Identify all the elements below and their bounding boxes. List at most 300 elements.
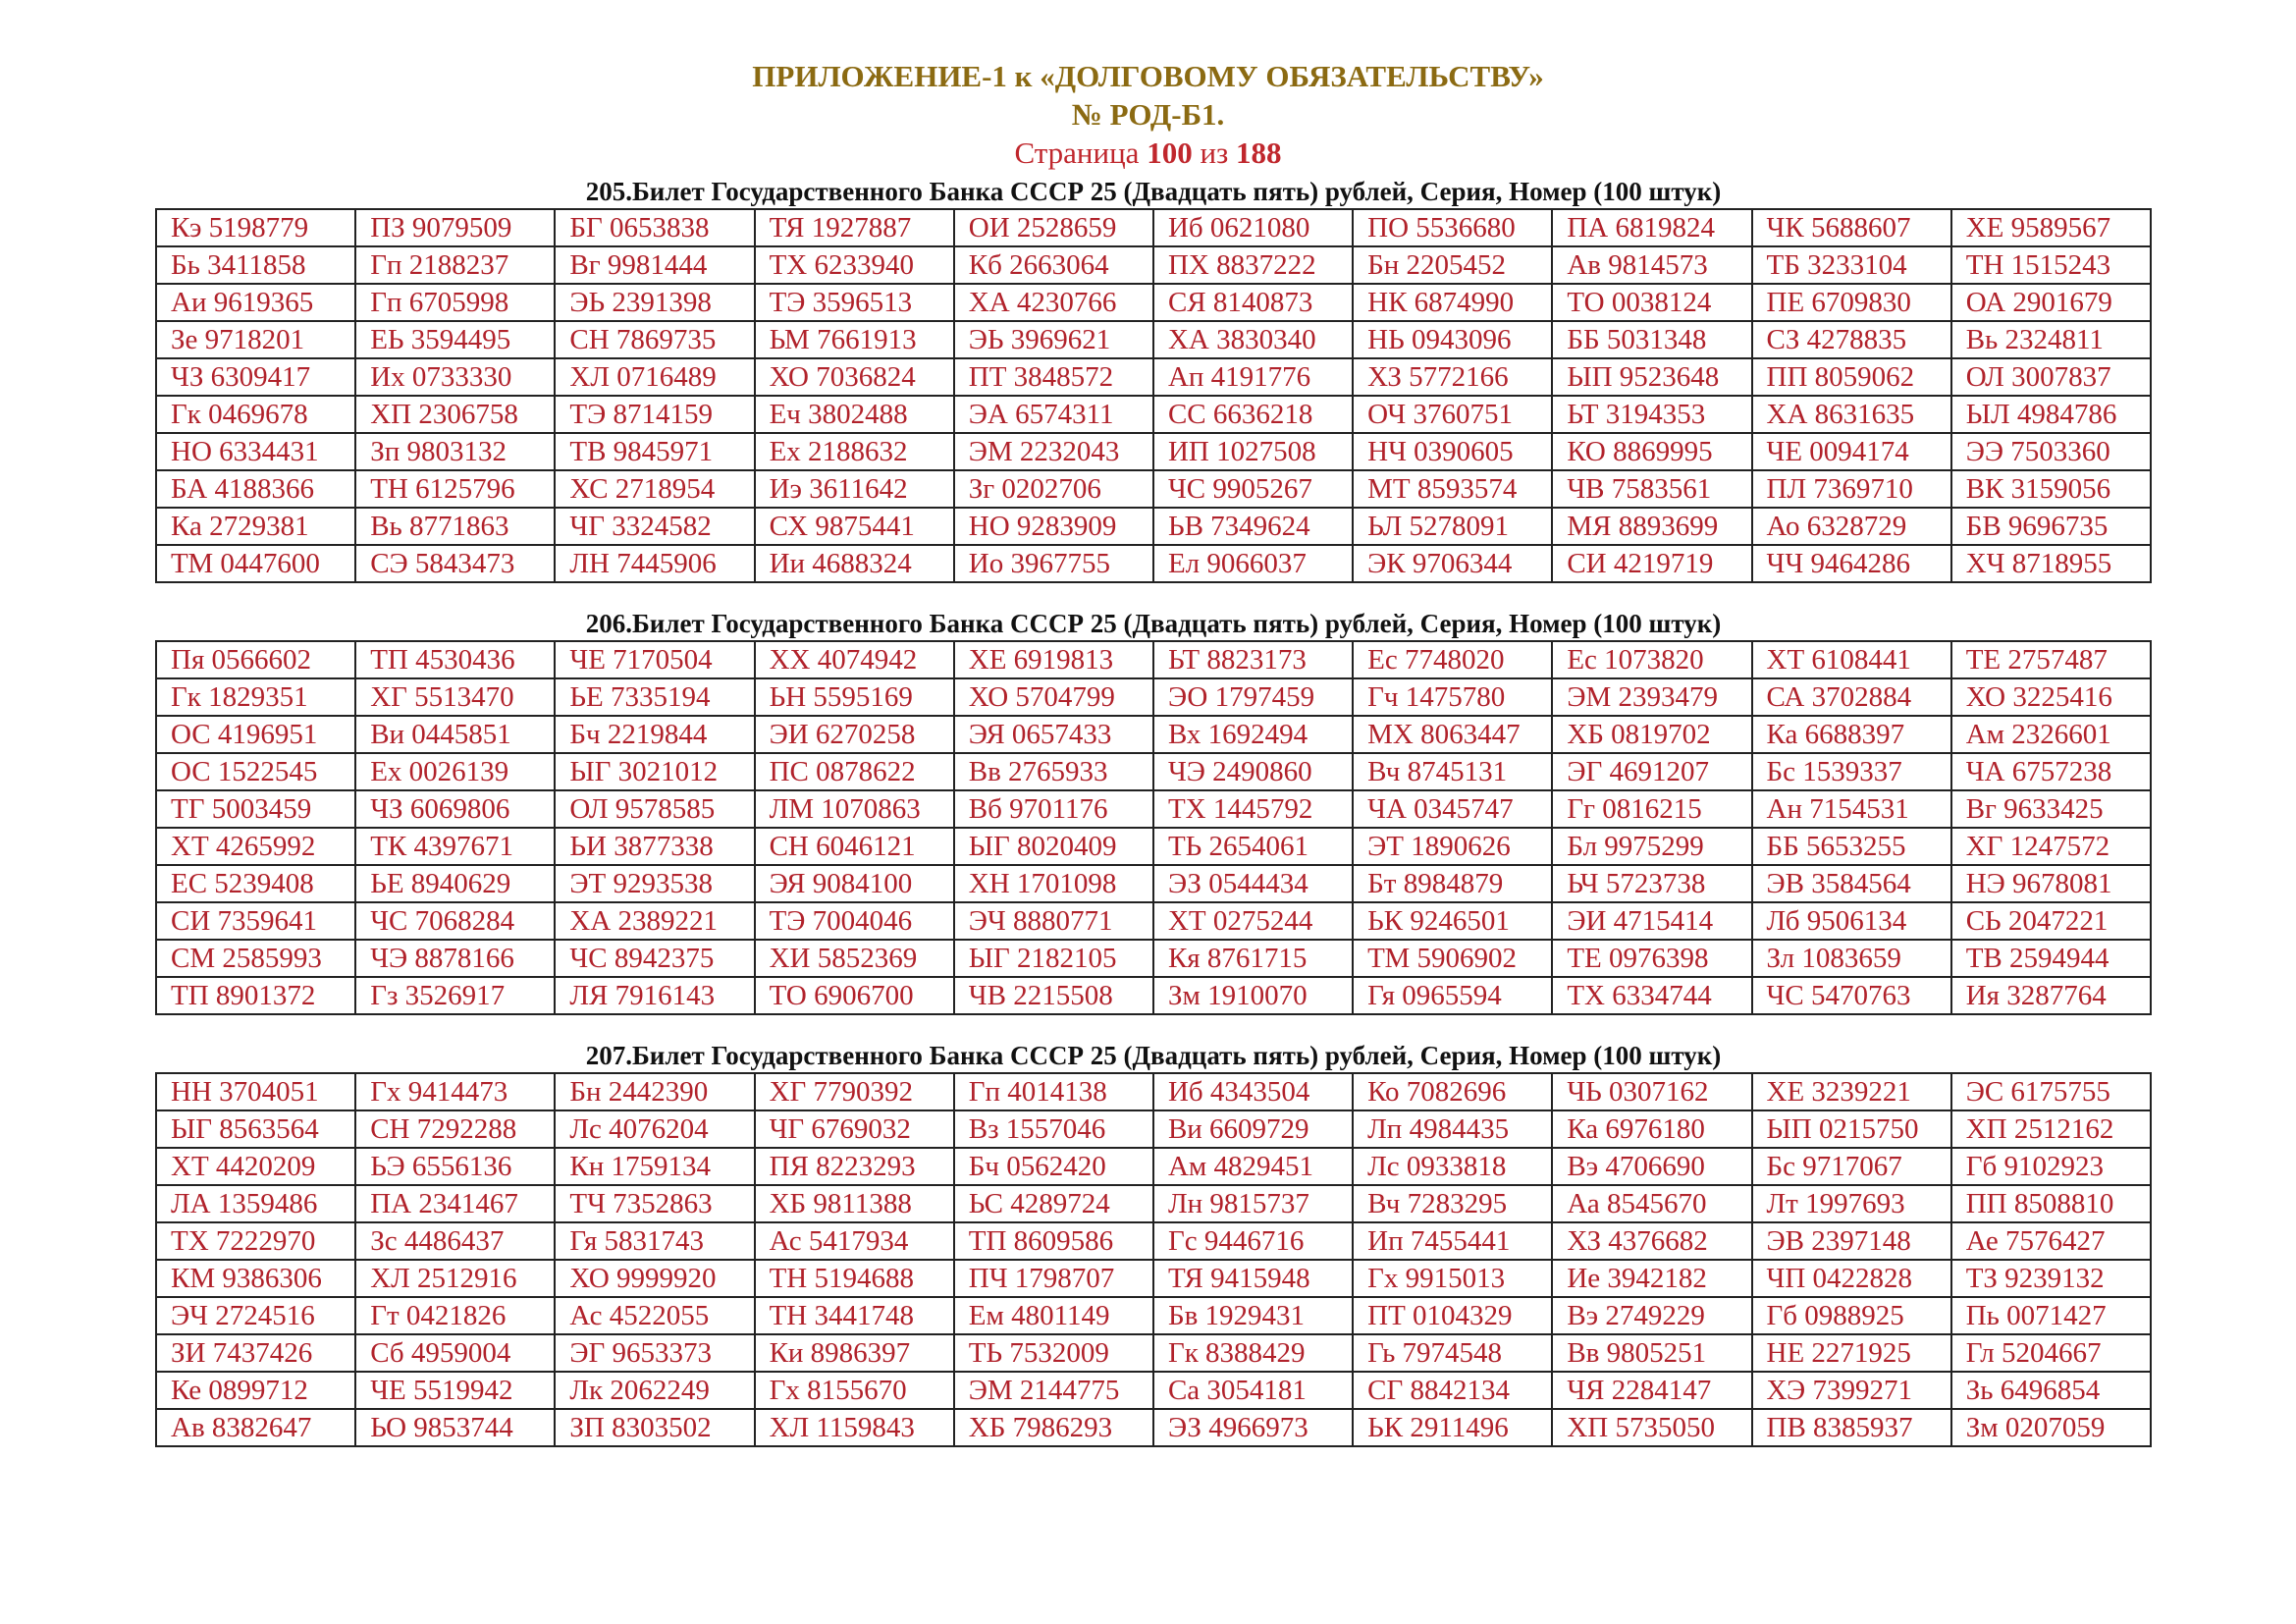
table-row (156, 1409, 2151, 1446)
serial-number-cell: ПА 2341467 (355, 1185, 555, 1222)
page-current: 100 (1147, 135, 1193, 170)
serial-number-cell: КМ 9386306 (156, 1260, 355, 1297)
serial-number-cell: ХЛ 1159843 (755, 1409, 954, 1446)
serial-number-table (155, 640, 2152, 1015)
serial-number-cell: ЭА 6574311 (954, 396, 1153, 433)
serial-number-cell: ХЗ 4376682 (1552, 1222, 1751, 1260)
serial-number-cell: СА 3702884 (1752, 678, 1951, 716)
serial-number-cell: ЧК 5688607 (1752, 209, 1951, 246)
serial-number-cell: Ке 0899712 (156, 1372, 355, 1409)
serial-number-cell: ЭВ 2397148 (1752, 1222, 1951, 1260)
serial-number-cell: Гх 8155670 (755, 1372, 954, 1409)
serial-number-cell: Ам 2326601 (1951, 716, 2151, 753)
serial-number-cell: СН 7869735 (555, 321, 754, 358)
serial-number-cell: Ви 6609729 (1153, 1110, 1353, 1148)
serial-number-cell: ТО 0038124 (1552, 284, 1751, 321)
table-row (156, 284, 2151, 321)
serial-number-cell: ХГ 7790392 (755, 1073, 954, 1110)
serial-number-cell: ТЧ 7352863 (555, 1185, 754, 1222)
serial-number-cell: ТЗ 9239132 (1951, 1260, 2151, 1297)
table-row (156, 545, 2151, 582)
serial-number-cell: ОС 4196951 (156, 716, 355, 753)
table-row (156, 1297, 2151, 1334)
serial-number-cell: ЧГ 3324582 (555, 508, 754, 545)
serial-number-cell: ЬЧ 5723738 (1552, 865, 1751, 902)
serial-number-cell: ХБ 9811388 (755, 1185, 954, 1222)
serial-number-cell: ХО 5704799 (954, 678, 1153, 716)
serial-number-cell: ЕЬ 3594495 (355, 321, 555, 358)
serial-number-cell: ЬС 4289724 (954, 1185, 1153, 1222)
serial-number-cell: ОЛ 9578585 (555, 790, 754, 828)
serial-number-cell: Зе 9718201 (156, 321, 355, 358)
serial-number-cell: ЭГ 4691207 (1552, 753, 1751, 790)
serial-number-cell: Вв 2765933 (954, 753, 1153, 790)
serial-number-cell: Бс 9717067 (1752, 1148, 1951, 1185)
serial-number-cell: Зл 1083659 (1752, 940, 1951, 977)
serial-number-cell: ПА 6819824 (1552, 209, 1751, 246)
serial-number-cell: ХГ 1247572 (1951, 828, 2151, 865)
serial-number-cell: ЧЯ 2284147 (1552, 1372, 1751, 1409)
table-row (156, 716, 2151, 753)
serial-number-cell: ХЕ 3239221 (1752, 1073, 1951, 1110)
serial-number-cell: Кэ 5198779 (156, 209, 355, 246)
table-row (156, 1222, 2151, 1260)
serial-number-cell: Гп 2188237 (355, 246, 555, 284)
serial-number-cell: НЧ 0390605 (1353, 433, 1552, 470)
serial-number-cell: ЭЗ 0544434 (1153, 865, 1353, 902)
serial-number-cell: Вв 9805251 (1552, 1334, 1751, 1372)
serial-number-cell: ПЛ 7369710 (1752, 470, 1951, 508)
serial-number-cell: Гб 9102923 (1951, 1148, 2151, 1185)
serial-number-cell: ХЛ 2512916 (355, 1260, 555, 1297)
serial-number-cell: Лб 9506134 (1752, 902, 1951, 940)
serial-number-cell: Ав 8382647 (156, 1409, 355, 1446)
serial-number-cell: ПТ 3848572 (954, 358, 1153, 396)
serial-number-cell: Зп 9803132 (355, 433, 555, 470)
serial-number-cell: ТЕ 0976398 (1552, 940, 1751, 977)
serial-number-cell: ТЕ 2757487 (1951, 641, 2151, 678)
serial-number-cell: Ав 9814573 (1552, 246, 1751, 284)
banknote-section-207 (155, 1040, 2152, 1447)
serial-number-cell: ОЧ 3760751 (1353, 396, 1552, 433)
serial-number-cell: Зм 0207059 (1951, 1409, 2151, 1446)
serial-number-cell: ЬЕ 7335194 (555, 678, 754, 716)
table-row (156, 641, 2151, 678)
serial-number-cell: Ап 4191776 (1153, 358, 1353, 396)
banknote-section-205 (155, 176, 2152, 583)
serial-number-cell: Гл 5204667 (1951, 1334, 2151, 1372)
serial-number-cell: Вх 1692494 (1153, 716, 1353, 753)
serial-number-cell: КО 8869995 (1552, 433, 1751, 470)
serial-number-cell: МТ 8593574 (1353, 470, 1552, 508)
serial-number-cell: МЯ 8893699 (1552, 508, 1751, 545)
serial-number-cell: СЗ 4278835 (1752, 321, 1951, 358)
serial-number-cell: НЕ 2271925 (1752, 1334, 1951, 1372)
serial-number-cell: ВК 3159056 (1951, 470, 2151, 508)
table-row (156, 977, 2151, 1014)
serial-number-cell: ЭК 9706344 (1353, 545, 1552, 582)
serial-number-cell: ЧЗ 6069806 (355, 790, 555, 828)
serial-number-cell: Сб 4959004 (355, 1334, 555, 1372)
serial-number-cell: ТК 4397671 (355, 828, 555, 865)
table-row (156, 321, 2151, 358)
table-row (156, 790, 2151, 828)
serial-number-cell: Вь 8771863 (355, 508, 555, 545)
serial-number-cell: ЛН 7445906 (555, 545, 754, 582)
serial-number-cell: ХТ 0275244 (1153, 902, 1353, 940)
serial-number-cell: ЧЕ 7170504 (555, 641, 754, 678)
banknote-section-206 (155, 608, 2152, 1015)
serial-number-cell: Ка 6976180 (1552, 1110, 1751, 1148)
serial-number-cell: Гп 6705998 (355, 284, 555, 321)
serial-number-cell: ПЗ 9079509 (355, 209, 555, 246)
serial-number-cell: Вь 2324811 (1951, 321, 2151, 358)
serial-number-cell: ЬМ 7661913 (755, 321, 954, 358)
serial-number-cell: ХЗ 5772166 (1353, 358, 1552, 396)
serial-number-cell: ТХ 6233940 (755, 246, 954, 284)
serial-number-cell: Еч 3802488 (755, 396, 954, 433)
serial-number-cell: Бт 8984879 (1353, 865, 1552, 902)
serial-number-cell: ТЯ 9415948 (1153, 1260, 1353, 1297)
serial-number-cell: Гх 9414473 (355, 1073, 555, 1110)
serial-number-cell: Бв 1929431 (1153, 1297, 1353, 1334)
serial-number-cell: ЕС 5239408 (156, 865, 355, 902)
table-row (156, 1148, 2151, 1185)
table-row (156, 678, 2151, 716)
serial-number-cell: ХБ 7986293 (954, 1409, 1153, 1446)
serial-number-cell: Вч 7283295 (1353, 1185, 1552, 1222)
serial-number-cell: ТЭ 8714159 (555, 396, 754, 433)
serial-number-cell: Гб 0988925 (1752, 1297, 1951, 1334)
serial-number-cell: ЬЭ 6556136 (355, 1148, 555, 1185)
serial-number-cell: Гк 1829351 (156, 678, 355, 716)
serial-number-cell: Бл 9975299 (1552, 828, 1751, 865)
serial-number-cell: ТВ 9845971 (555, 433, 754, 470)
serial-number-cell: Лт 1997693 (1752, 1185, 1951, 1222)
serial-number-cell: Гх 9915013 (1353, 1260, 1552, 1297)
serial-number-cell: Гк 8388429 (1153, 1334, 1353, 1372)
serial-number-cell: ЬВ 7349624 (1153, 508, 1353, 545)
serial-number-cell: Гк 0469678 (156, 396, 355, 433)
serial-number-cell: Ао 6328729 (1752, 508, 1951, 545)
serial-number-cell: ЫГ 2182105 (954, 940, 1153, 977)
serial-number-cell: ЧС 8942375 (555, 940, 754, 977)
serial-number-cell: Ае 7576427 (1951, 1222, 2151, 1260)
serial-number-cell: ТГ 5003459 (156, 790, 355, 828)
serial-number-cell: ТЬ 7532009 (954, 1334, 1153, 1372)
serial-number-cell: СМ 2585993 (156, 940, 355, 977)
serial-number-cell: ПП 8508810 (1951, 1185, 2151, 1222)
serial-number-cell: Бь 3411858 (156, 246, 355, 284)
serial-number-cell: ЭЯ 0657433 (954, 716, 1153, 753)
serial-number-cell: ХХ 4074942 (755, 641, 954, 678)
serial-number-cell: ЬК 2911496 (1353, 1409, 1552, 1446)
serial-number-cell: ЧЗ 6309417 (156, 358, 355, 396)
table-row (156, 753, 2151, 790)
serial-number-cell: ЫГ 8563564 (156, 1110, 355, 1148)
serial-number-cell: ТЯ 1927887 (755, 209, 954, 246)
serial-number-cell: ЭИ 4715414 (1552, 902, 1751, 940)
serial-number-cell: Зм 1910070 (1153, 977, 1353, 1014)
serial-number-cell: ХП 2512162 (1951, 1110, 2151, 1148)
serial-number-cell: ЭС 6175755 (1951, 1073, 2151, 1110)
serial-number-cell: ЧЭ 2490860 (1153, 753, 1353, 790)
serial-number-cell: ХС 2718954 (555, 470, 754, 508)
table-row (156, 1372, 2151, 1409)
page-prefix: Страница (1014, 135, 1148, 170)
serial-number-cell: ЭЬ 2391398 (555, 284, 754, 321)
serial-number-cell: НЭ 9678081 (1951, 865, 2151, 902)
serial-number-cell: Ес 1073820 (1552, 641, 1751, 678)
serial-number-cell: ЬН 5595169 (755, 678, 954, 716)
serial-number-cell: Ел 9066037 (1153, 545, 1353, 582)
serial-number-cell: ЭГ 9653373 (555, 1334, 754, 1372)
serial-number-cell: ЧГ 6769032 (755, 1110, 954, 1148)
serial-number-cell: ЧА 0345747 (1353, 790, 1552, 828)
serial-number-cell: Ан 7154531 (1752, 790, 1951, 828)
serial-number-cell: Лс 0933818 (1353, 1148, 1552, 1185)
serial-number-cell: Ам 4829451 (1153, 1148, 1353, 1185)
serial-number-cell: Лп 4984435 (1353, 1110, 1552, 1148)
serial-number-cell: Вб 9701176 (954, 790, 1153, 828)
serial-number-cell: ХГ 5513470 (355, 678, 555, 716)
serial-number-cell: Ем 4801149 (954, 1297, 1153, 1334)
serial-number-cell: ПХ 8837222 (1153, 246, 1353, 284)
serial-number-cell: Вэ 2749229 (1552, 1297, 1751, 1334)
serial-number-cell: ХА 3830340 (1153, 321, 1353, 358)
serial-number-cell: СИ 7359641 (156, 902, 355, 940)
serial-number-cell: БГ 0653838 (555, 209, 754, 246)
serial-number-cell: ЧВ 7583561 (1552, 470, 1751, 508)
table-row (156, 1185, 2151, 1222)
serial-number-cell: СЯ 8140873 (1153, 284, 1353, 321)
serial-number-cell: ЗП 8303502 (555, 1409, 754, 1446)
serial-number-cell: ЬЕ 8940629 (355, 865, 555, 902)
serial-number-cell: СГ 8842134 (1353, 1372, 1552, 1409)
serial-number-cell: НЬ 0943096 (1353, 321, 1552, 358)
serial-number-cell: ЫП 0215750 (1752, 1110, 1951, 1148)
serial-number-cell: ТН 1515243 (1951, 246, 2151, 284)
serial-number-cell: Ия 3287764 (1951, 977, 2151, 1014)
serial-number-cell: ЭЭ 7503360 (1951, 433, 2151, 470)
serial-number-table (155, 1072, 2152, 1447)
serial-number-cell: БВ 9696735 (1951, 508, 2151, 545)
serial-number-cell: Бч 0562420 (954, 1148, 1153, 1185)
serial-number-cell: ХЕ 6919813 (954, 641, 1153, 678)
serial-number-cell: ЧП 0422828 (1752, 1260, 1951, 1297)
serial-number-cell: Ио 3967755 (954, 545, 1153, 582)
serial-number-cell: ЭЧ 8880771 (954, 902, 1153, 940)
serial-number-cell: Гя 5831743 (555, 1222, 754, 1260)
serial-number-cell: ПВ 8385937 (1752, 1409, 1951, 1446)
table-row (156, 1073, 2151, 1110)
serial-number-cell: ТЬ 2654061 (1153, 828, 1353, 865)
serial-number-cell: ЧЧ 9464286 (1752, 545, 1951, 582)
serial-number-cell: ХО 3225416 (1951, 678, 2151, 716)
serial-number-cell: Гт 0421826 (355, 1297, 555, 1334)
serial-number-cell: ЧЕ 0094174 (1752, 433, 1951, 470)
document-header (0, 57, 2296, 172)
table-row (156, 246, 2151, 284)
table-row (156, 940, 2151, 977)
serial-number-cell: ПЕ 6709830 (1752, 284, 1951, 321)
page-indicator (0, 134, 2296, 172)
serial-number-cell: СН 6046121 (755, 828, 954, 865)
serial-number-cell: ХН 1701098 (954, 865, 1153, 902)
serial-number-cell: НО 9283909 (954, 508, 1153, 545)
serial-number-cell: ТН 6125796 (355, 470, 555, 508)
table-row (156, 1334, 2151, 1372)
serial-number-cell: ЭМ 2144775 (954, 1372, 1153, 1409)
serial-number-cell: Гч 1475780 (1353, 678, 1552, 716)
serial-number-cell: ЫГ 8020409 (954, 828, 1153, 865)
section-title: 207.Билет Государственного Банка СССР 25 (Двадцать пять) рублей, Серия, Номер (100 штук) (585, 1041, 1722, 1070)
serial-number-cell: ЭЧ 2724516 (156, 1297, 355, 1334)
serial-number-cell: ЧЕ 5519942 (355, 1372, 555, 1409)
serial-number-cell: ПП 8059062 (1752, 358, 1951, 396)
serial-number-cell: ХА 8631635 (1752, 396, 1951, 433)
serial-number-cell: ХБ 0819702 (1552, 716, 1751, 753)
serial-number-cell: ХТ 4420209 (156, 1148, 355, 1185)
serial-number-cell: ЧЬ 0307162 (1552, 1073, 1751, 1110)
serial-number-cell: Аи 9619365 (156, 284, 355, 321)
serial-number-cell: ЛА 1359486 (156, 1185, 355, 1222)
serial-number-cell: ПЯ 8223293 (755, 1148, 954, 1185)
serial-number-cell: Ки 8986397 (755, 1334, 954, 1372)
serial-number-cell: ОЛ 3007837 (1951, 358, 2151, 396)
serial-number-cell: Бс 1539337 (1752, 753, 1951, 790)
serial-number-cell: ЭЯ 9084100 (755, 865, 954, 902)
serial-number-cell: ХП 2306758 (355, 396, 555, 433)
serial-number-cell: Ка 6688397 (1752, 716, 1951, 753)
serial-number-cell: ББ 5031348 (1552, 321, 1751, 358)
serial-number-cell: ЬИ 3877338 (555, 828, 754, 865)
serial-number-cell: ХЭ 7399271 (1752, 1372, 1951, 1409)
serial-number-cell: ТП 8901372 (156, 977, 355, 1014)
serial-number-cell: ЭО 1797459 (1153, 678, 1353, 716)
serial-number-cell: ПТ 0104329 (1353, 1297, 1552, 1334)
serial-number-cell: ТЭ 3596513 (755, 284, 954, 321)
serial-number-cell: Гс 9446716 (1153, 1222, 1353, 1260)
serial-number-cell: Иб 0621080 (1153, 209, 1353, 246)
serial-number-cell: НК 6874990 (1353, 284, 1552, 321)
serial-number-cell: СН 7292288 (355, 1110, 555, 1148)
serial-number-cell: ЬО 9853744 (355, 1409, 555, 1446)
table-row (156, 828, 2151, 865)
serial-number-cell: Вз 1557046 (954, 1110, 1153, 1148)
serial-number-cell: ЛМ 1070863 (755, 790, 954, 828)
serial-number-cell: ХТ 6108441 (1752, 641, 1951, 678)
section-title: 205.Билет Государственного Банка СССР 25 (Двадцать пять) рублей, Серия, Номер (100 штук) (585, 177, 1722, 206)
serial-number-cell: Аа 8545670 (1552, 1185, 1751, 1222)
serial-number-cell: Гя 0965594 (1353, 977, 1552, 1014)
table-row (156, 433, 2151, 470)
obligation-number: № РОД-Б1. (1071, 97, 1225, 132)
serial-number-cell: Пя 0566602 (156, 641, 355, 678)
serial-number-cell: ЬК 9246501 (1353, 902, 1552, 940)
serial-number-cell: ТВ 2594944 (1951, 940, 2151, 977)
serial-number-cell: Вч 8745131 (1353, 753, 1552, 790)
serial-number-table (155, 208, 2152, 583)
serial-number-cell: ОС 1522545 (156, 753, 355, 790)
serial-number-cell: ХО 7036824 (755, 358, 954, 396)
serial-number-cell: ЧА 6757238 (1951, 753, 2151, 790)
serial-number-cell: Ие 3942182 (1552, 1260, 1751, 1297)
serial-number-cell: Кя 8761715 (1153, 940, 1353, 977)
serial-number-cell: ЭМ 2393479 (1552, 678, 1751, 716)
serial-number-cell: ПЧ 1798707 (954, 1260, 1153, 1297)
serial-number-cell: Их 0733330 (355, 358, 555, 396)
serial-number-cell: ЫП 9523648 (1552, 358, 1751, 396)
serial-number-cell: ТЭ 7004046 (755, 902, 954, 940)
serial-number-cell: ЭЬ 3969621 (954, 321, 1153, 358)
serial-number-cell: Ех 2188632 (755, 433, 954, 470)
serial-number-cell: ЧС 9905267 (1153, 470, 1353, 508)
serial-number-cell: ОА 2901679 (1951, 284, 2151, 321)
serial-number-cell: ЬЛ 5278091 (1353, 508, 1552, 545)
serial-number-cell: ЧЭ 8878166 (355, 940, 555, 977)
serial-number-cell: ЗИ 7437426 (156, 1334, 355, 1372)
serial-number-cell: Иб 4343504 (1153, 1073, 1353, 1110)
serial-number-cell: Ип 7455441 (1353, 1222, 1552, 1260)
serial-number-cell: ЭТ 1890626 (1353, 828, 1552, 865)
serial-number-cell: Гз 3526917 (355, 977, 555, 1014)
serial-number-cell: ХИ 5852369 (755, 940, 954, 977)
serial-number-cell: ЬТ 3194353 (1552, 396, 1751, 433)
serial-number-cell: ТХ 6334744 (1552, 977, 1751, 1014)
serial-number-cell: ХЧ 8718955 (1951, 545, 2151, 582)
serial-number-cell: Ех 0026139 (355, 753, 555, 790)
serial-number-cell: Ко 7082696 (1353, 1073, 1552, 1110)
serial-number-cell: СИ 4219719 (1552, 545, 1751, 582)
serial-number-cell: ХТ 4265992 (156, 828, 355, 865)
serial-number-cell: ИП 1027508 (1153, 433, 1353, 470)
serial-number-cell: ХЕ 9589567 (1951, 209, 2151, 246)
table-row (156, 209, 2151, 246)
serial-number-cell: БА 4188366 (156, 470, 355, 508)
serial-number-cell: Ка 2729381 (156, 508, 355, 545)
serial-number-cell: СХ 9875441 (755, 508, 954, 545)
serial-number-cell: ЫГ 3021012 (555, 753, 754, 790)
serial-number-cell: Кб 2663064 (954, 246, 1153, 284)
serial-number-cell: ОИ 2528659 (954, 209, 1153, 246)
section-title: 206.Билет Государственного Банка СССР 25 (Двадцать пять) рублей, Серия, Номер (100 штук) (585, 609, 1722, 638)
serial-number-cell: ТМ 0447600 (156, 545, 355, 582)
serial-number-cell: Лс 4076204 (555, 1110, 754, 1148)
serial-number-cell: ТН 5194688 (755, 1260, 954, 1297)
table-row (156, 1110, 2151, 1148)
serial-number-cell: НН 3704051 (156, 1073, 355, 1110)
serial-number-cell: ТП 8609586 (954, 1222, 1153, 1260)
serial-number-cell: Вэ 4706690 (1552, 1148, 1751, 1185)
serial-number-cell: Иэ 3611642 (755, 470, 954, 508)
serial-number-cell: Ас 4522055 (555, 1297, 754, 1334)
table-row (156, 902, 2151, 940)
serial-number-cell: Ас 5417934 (755, 1222, 954, 1260)
serial-number-cell: ПО 5536680 (1353, 209, 1552, 246)
serial-number-cell: Ес 7748020 (1353, 641, 1552, 678)
serial-number-cell: ТН 3441748 (755, 1297, 954, 1334)
serial-number-cell: Гг 0816215 (1552, 790, 1751, 828)
serial-number-cell: Гп 4014138 (954, 1073, 1153, 1110)
serial-number-cell: СС 6636218 (1153, 396, 1353, 433)
table-row (156, 396, 2151, 433)
serial-number-cell: ХА 4230766 (954, 284, 1153, 321)
serial-number-cell: Гь 7974548 (1353, 1334, 1552, 1372)
serial-number-cell: СЬ 2047221 (1951, 902, 2151, 940)
serial-number-cell: ПС 0878622 (755, 753, 954, 790)
serial-number-cell: ТХ 7222970 (156, 1222, 355, 1260)
